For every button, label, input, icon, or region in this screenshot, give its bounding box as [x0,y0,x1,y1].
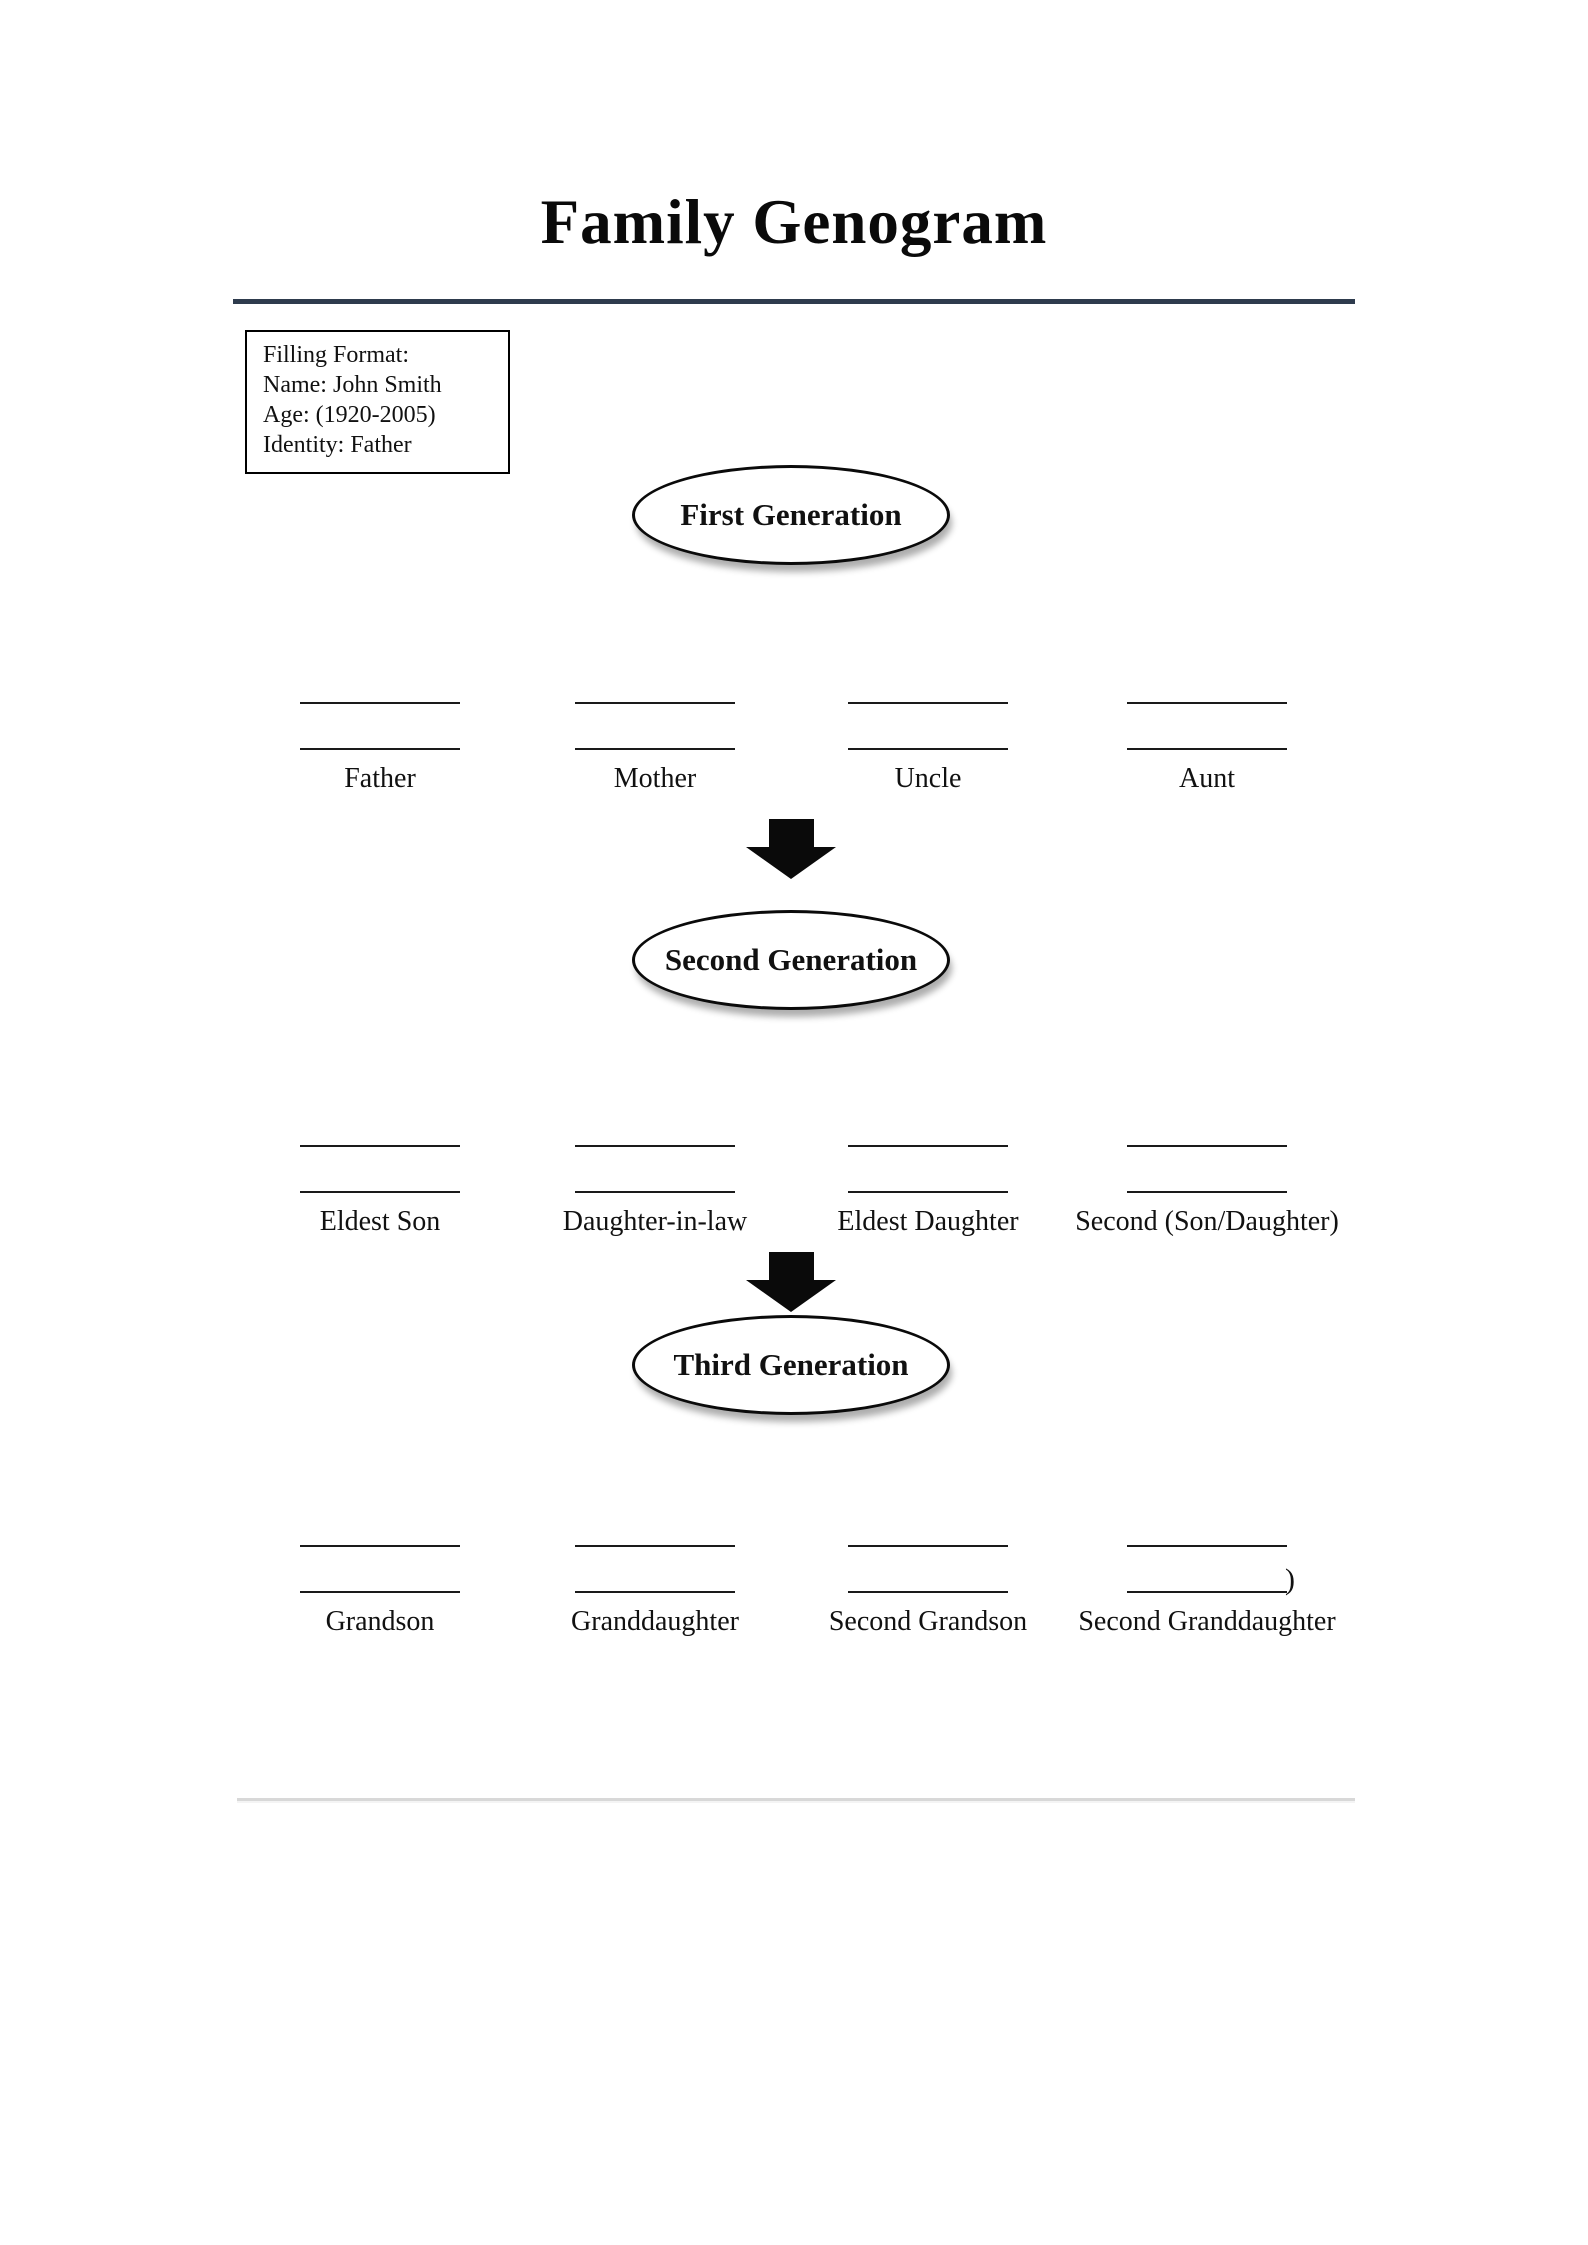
down-arrow-icon [746,1252,836,1312]
third-generation-label: Third Generation [673,1347,909,1382]
format-line-age: Age: (1920-2005) [263,402,436,428]
blank-line [848,1545,1008,1547]
blank-line [1127,748,1287,750]
member-label: Father [344,763,416,794]
blank-line [300,748,460,750]
second-generation-ellipse [632,910,950,1010]
blank-line [575,702,735,704]
format-line-name: Name: John Smith [263,372,442,398]
blank-line [848,702,1008,704]
blank-line [300,1145,460,1147]
member-label: Uncle [894,763,962,794]
member-cell-uncle [848,702,1008,802]
member-label: Second Grandson [828,1606,1028,1637]
blank-line [575,1591,735,1593]
member-cell-daughter-in-law [562,1145,748,1245]
blank-line [1127,1591,1287,1593]
member-cell-father [300,702,460,802]
member-cell-granddaughter [571,1545,739,1645]
blank-line [848,1145,1008,1147]
member-cell-mother [575,702,735,802]
blank-line [1127,702,1287,704]
member-label: Eldest Son [319,1206,441,1237]
third-generation-ellipse [632,1315,950,1415]
blank-line [300,1591,460,1593]
first-generation-label: First Generation [680,497,902,532]
member-label: Eldest Daughter [837,1206,1019,1237]
member-label: Aunt [1179,763,1235,794]
member-cell-second-grandson [828,1545,1028,1645]
member-label: Second Granddaughter [1078,1606,1336,1637]
blank-line [1127,1545,1287,1547]
blank-line [848,748,1008,750]
page-title: Family Genogram [540,187,1048,257]
blank-line [575,1145,735,1147]
member-label: Mother [613,763,697,794]
title-divider [233,299,1355,304]
blank-line [575,748,735,750]
format-line-identity: Identity: Father [263,432,412,458]
second-generation-label: Second Generation [664,942,918,977]
blank-line [300,702,460,704]
member-cell-eldest-son [300,1145,460,1245]
first-generation-ellipse [632,465,950,565]
blank-line [848,1191,1008,1193]
blank-line [575,1545,735,1547]
blank-line [1127,1145,1287,1147]
blank-line [1127,1191,1287,1193]
member-label: Second (Son/Daughter) [1075,1206,1339,1237]
blank-line [300,1545,460,1547]
member-label: Granddaughter [571,1606,739,1637]
filling-format-box [245,330,510,474]
member-cell-second-son-daughter [1075,1145,1339,1245]
member-cell-second-granddaughter [1078,1545,1336,1645]
member-label: Grandson [325,1606,435,1637]
page-break-divider [237,1798,1355,1803]
blank-line [300,1191,460,1193]
member-cell-aunt [1127,702,1287,802]
member-label: Daughter-in-law [562,1206,748,1237]
member-cell-grandson [300,1545,460,1645]
blank-line [848,1591,1008,1593]
blank-line [575,1191,735,1193]
closing-paren: ) [1285,1563,1295,1596]
format-line-heading: Filling Format: [263,342,410,368]
down-arrow-icon [746,819,836,879]
member-cell-eldest-daughter [837,1145,1019,1245]
